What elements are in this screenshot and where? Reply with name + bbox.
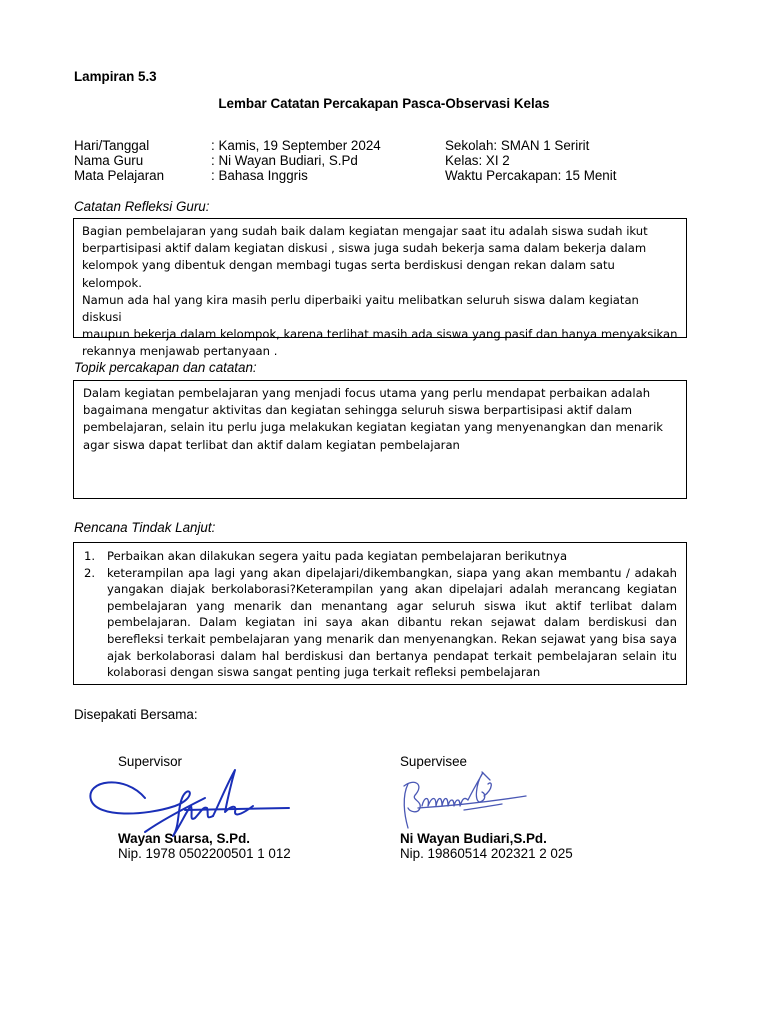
info-school: Sekolah: SMAN 1 Seririt xyxy=(445,138,590,153)
info-value-subject: : Bahasa Inggris xyxy=(211,168,308,183)
topic-line: bagaimana mengatur aktivitas dan kegiatan sehingga seluruh siswa berpartisipasi aktif dalam xyxy=(83,403,633,418)
reflection-line: berpartisipasi aktif dalam kegiatan diskusi , siswa juga sudah bekerja sama dalam bekerja dalam xyxy=(82,241,647,256)
reflection-box xyxy=(73,218,687,359)
info-duration: Waktu Percakapan: 15 Menit xyxy=(445,168,617,183)
supervisor-name: Wayan Suarsa, S.Pd. xyxy=(118,831,250,846)
info-label-date: Hari/Tanggal xyxy=(74,138,150,153)
reflection-line: rekannya menjawab pertanyaan . xyxy=(82,344,278,359)
list-item xyxy=(84,565,677,681)
topic-line: pembelajaran, selain itu perlu juga melakukan kegiatan kegiatan yang menyenangkan dan menarik xyxy=(83,420,664,435)
info-label-subject: Mata Pelajaran xyxy=(74,168,165,183)
info-class: Kelas: XI 2 xyxy=(445,153,510,168)
supervisee-role: Supervisee xyxy=(400,754,467,769)
page-title: Lembar Catatan Percakapan Pasca-Observasi Kelas xyxy=(218,96,550,111)
list-item-number: 1. xyxy=(84,549,96,563)
agreement-heading: Disepakati Bersama: xyxy=(74,707,198,722)
list-item-number: 2. xyxy=(84,565,96,580)
reflection-heading: Catatan Refleksi Guru: xyxy=(74,199,210,214)
info-value-date: : Kamis, 19 September 2024 xyxy=(211,138,381,153)
follow-up-list xyxy=(84,548,677,681)
topic-heading: Topik percakapan dan catatan: xyxy=(74,360,257,375)
list-item xyxy=(84,548,677,565)
supervisee-signature xyxy=(398,766,528,834)
follow-up-box xyxy=(73,542,687,685)
supervisee-name: Ni Wayan Budiari,S.Pd. xyxy=(400,831,547,846)
supervisor-nip: Nip. 1978 0502200501 1 012 xyxy=(118,846,291,861)
supervisor-signature xyxy=(85,766,295,838)
topic-box xyxy=(73,380,687,499)
list-item-text: Perbaikan akan dilakukan segera yaitu pada kegiatan pembelajaran berikutnya xyxy=(107,549,568,563)
reflection-line: kelompok yang dibentuk dengan membagi tugas serta berdiskusi dengan rekan dalam satu kelompok. xyxy=(82,258,615,290)
info-value-teacher: : Ni Wayan Budiari, S.Pd xyxy=(211,153,358,168)
topic-line: Dalam kegiatan pembelajaran yang menjadi focus utama yang perlu mendapat perbaikan adalah xyxy=(83,386,651,400)
reflection-line: Namun ada hal yang kira masih perlu diperbaiki yaitu melibatkan seluruh siswa dalam kegiatan diskusi xyxy=(82,292,639,325)
supervisee-nip: Nip. 19860514 202321 2 025 xyxy=(400,846,573,861)
reflection-line: Bagian pembelajaran yang sudah baik dalam kegiatan mengajar saat itu adalah siswa sudah ikut xyxy=(82,224,648,238)
topic-line: agar siswa dapat terlibat dan aktif dalam kegiatan pembelajaran xyxy=(83,437,460,452)
list-item-text: keterampilan apa lagi yang akan dipelajari/dikembangkan, siapa yang akan membantu / adakah yangakan diajak berkolaborasi?Keterampilan yang akan dipelajari adalah merancang kegiatan pembelajaran yang menarik dan menantang agar seluruh siswa ikut aktif terlibat dalam pembelajaran. Dalam kegiatan ini saya akan dibantu rekan sejawat dalam berdiskusi dan berefleksi terkait pembelajaran yang menarik dan menyenangkan. Rekan sejawat yang bisa saya ajak berkolaborasi dalam hal berdiskusi dan bertanya pendapat terkait pembelajaran selain itu kolaborasi dengan siswa sangat penting juga terkait refleksi pembelajaran xyxy=(107,565,677,680)
reflection-line: maupun bekerja dalam kelompok, karena terlihat masih ada siswa yang pasif dan hanya menyaksikan xyxy=(82,327,678,342)
supervisor-role: Supervisor xyxy=(118,754,183,769)
appendix-label: Lampiran 5.3 xyxy=(74,69,157,84)
info-label-teacher: Nama Guru xyxy=(74,153,144,168)
follow-up-heading: Rencana Tindak Lanjut: xyxy=(74,520,216,535)
